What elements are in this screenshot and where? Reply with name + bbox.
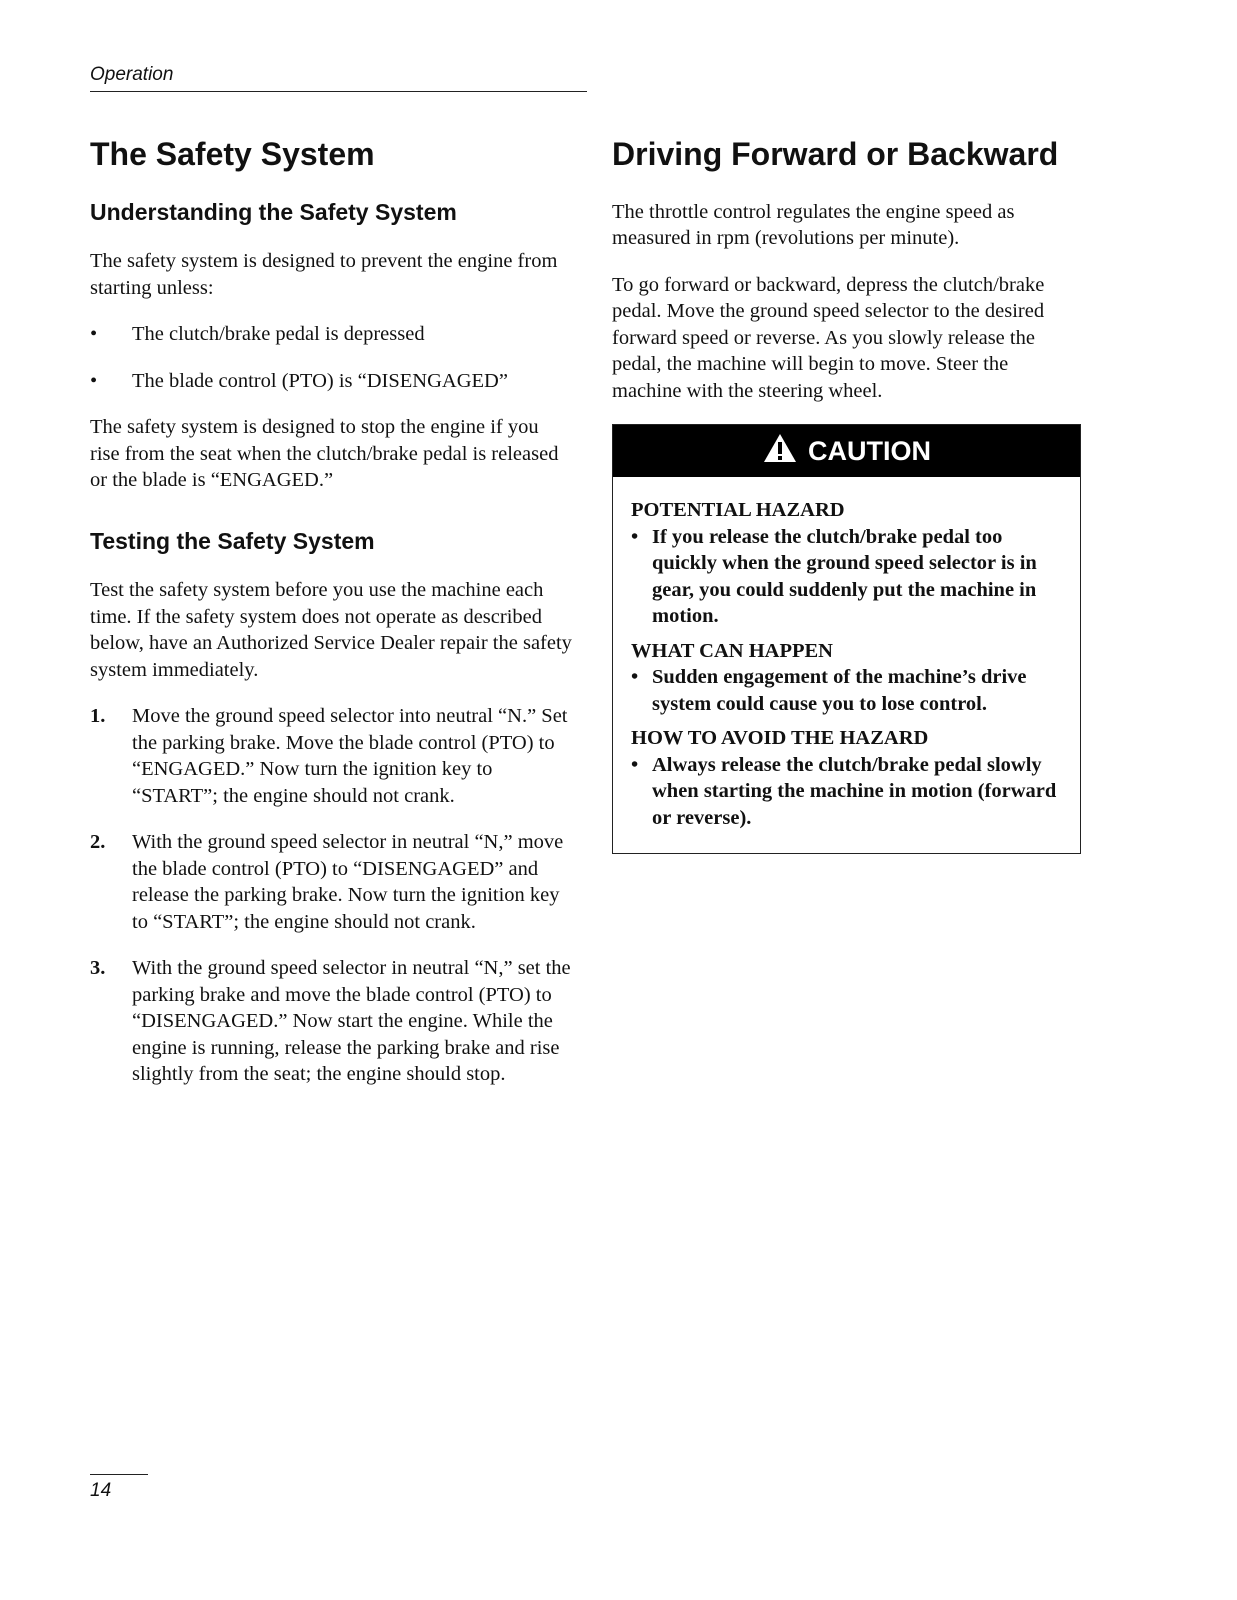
hazard-item-text: If you release the clutch/brake pedal too quickly when the ground speed selector is in gear, you could suddenly put the machine in motion. — [652, 525, 1037, 628]
hazard-item-text: Always release the clutch/brake pedal slowly when starting the machine in motion (forward or reverse). — [652, 753, 1057, 829]
testing-heading: Testing the Safety System — [90, 527, 375, 554]
step-text: With the ground speed selector in neutral “N,” move the blade control (PTO) to “DISENGAGED” and release the parking brake. Now turn the ignition key to “START”; the engine should not crank. — [132, 831, 564, 933]
hazard-item — [631, 524, 1062, 630]
understanding-para2: The safety system is designed to stop the engine if you rise from the seat when the clutch/brake pedal is released or the blade is “ENGAGED.” — [90, 416, 559, 492]
bullet-icon: • — [631, 753, 639, 776]
warning-triangle-icon — [762, 432, 798, 471]
driving-para1: The throttle control regulates the engine speed as measured in rpm (revolutions per minute). — [612, 200, 1015, 250]
caution-body — [613, 477, 1080, 853]
hazard-section-title: WHAT CAN HAPPEN — [631, 639, 833, 662]
step-text: Move the ground speed selector into neutral “N.” Set the parking brake. Move the blade control (PTO) to “ENGAGED.” Now turn the ignition key to “START”; the engine should not crank. — [132, 705, 568, 807]
testing-steps — [90, 703, 572, 1088]
step-item — [90, 955, 572, 1088]
bullet-icon: • — [631, 525, 639, 548]
step-number: 3. — [90, 957, 106, 980]
step-number: 2. — [90, 831, 106, 854]
hazard-item — [631, 664, 1062, 717]
list-item-text: The blade control (PTO) is “DISENGAGED” — [132, 369, 508, 392]
section-label: Operation — [90, 64, 174, 85]
hazard-item — [631, 752, 1062, 832]
bullet-icon: • — [90, 369, 98, 392]
hazard-section-title: POTENTIAL HAZARD — [631, 499, 845, 522]
step-item — [90, 703, 572, 809]
page-number: 14 — [90, 1480, 112, 1501]
step-item — [90, 829, 572, 935]
running-header — [90, 64, 587, 92]
list-item — [90, 321, 572, 348]
page-footer — [90, 1474, 148, 1502]
list-item-text: The clutch/brake pedal is depressed — [132, 323, 425, 346]
hazard-section-title: HOW TO AVOID THE HAZARD — [631, 727, 929, 750]
list-item — [90, 368, 572, 395]
understanding-heading: Understanding the Safety System — [90, 198, 457, 225]
left-column — [90, 136, 572, 1108]
understanding-intro: The safety system is designed to prevent the engine from starting unless: — [90, 250, 558, 299]
conditions-list — [90, 321, 572, 394]
safety-system-title: The Safety System — [90, 136, 375, 172]
right-column — [612, 136, 1082, 854]
bullet-icon: • — [90, 323, 98, 346]
testing-intro: Test the safety system before you use the machine each time. If the safety system does not operate as described below, have an Authorized Service Dealer repair the safety system immediately. — [90, 579, 572, 681]
driving-para2: To go forward or backward, depress the clutch/brake pedal. Move the ground speed selector to the desired forward speed or reverse. As you slowly release the pedal, the machine will begin to move. Steer the machine with the steering wheel. — [612, 273, 1045, 402]
hazard-item-text: Sudden engagement of the machine’s drive system could cause you to lose control. — [652, 666, 1027, 715]
step-number: 1. — [90, 705, 106, 728]
bullet-icon: • — [631, 666, 639, 689]
caution-header — [613, 425, 1080, 477]
caution-box — [612, 424, 1081, 854]
step-text: With the ground speed selector in neutral “N,” set the parking brake and move the blade control (PTO) to “DISENGAGED.” Now start the engine. While the engine is running, release the parking brake and rise slightly from the seat; the engine should stop. — [132, 957, 571, 1086]
caution-label: CAUTION — [808, 435, 931, 466]
driving-title: Driving Forward or Backward — [612, 136, 1059, 172]
